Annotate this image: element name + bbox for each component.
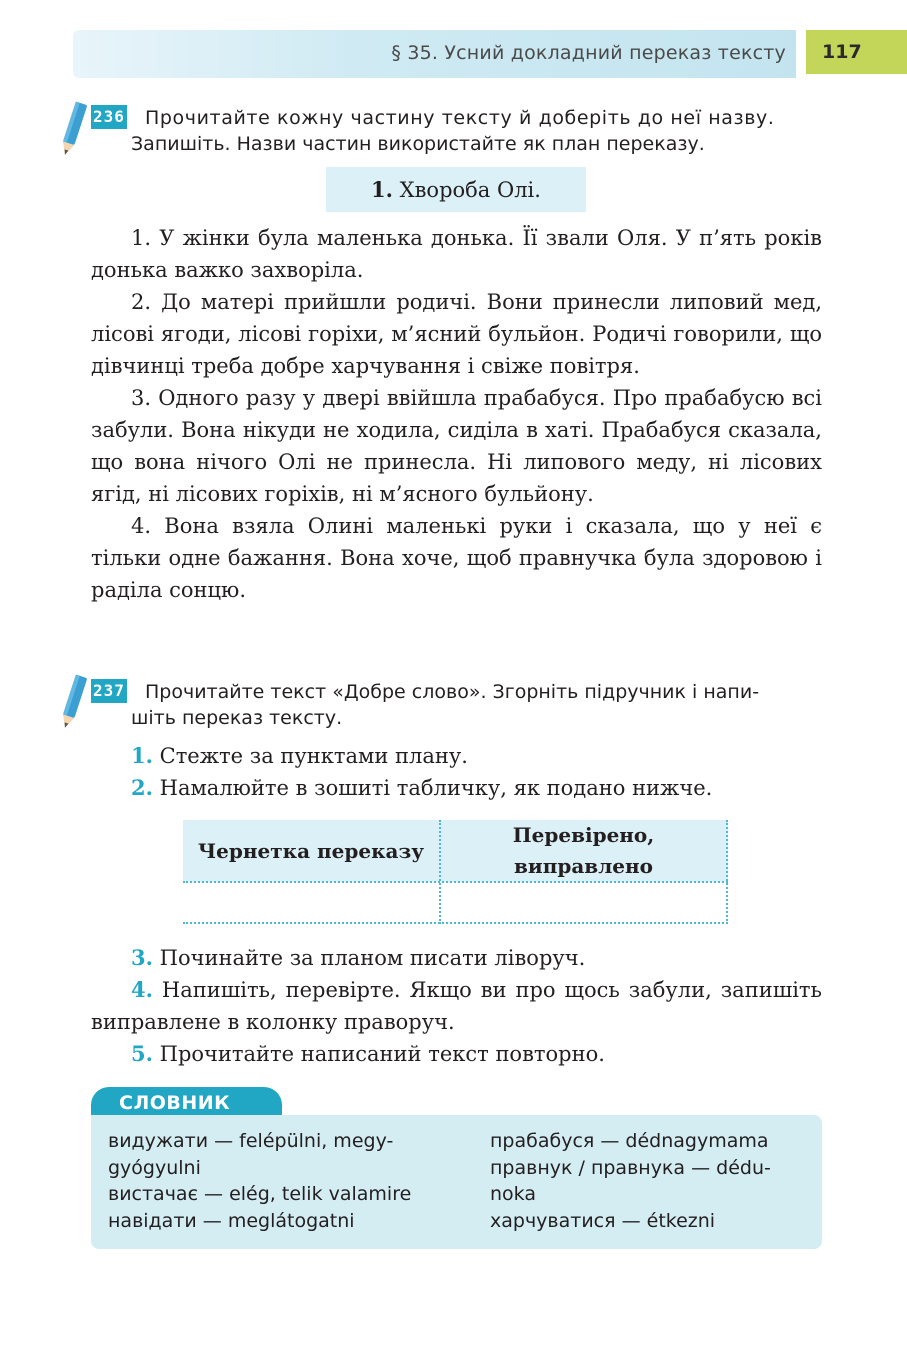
dictionary-entry: прабабуся — dédnagymama	[490, 1130, 769, 1152]
table-header-checked	[441, 820, 726, 882]
steps-list	[91, 942, 822, 1070]
paragraph: 4. Вона взяла Олині маленькі руки і сказала, що у неї є тільки одне бажання. Вона хоче, щоб правнучка була здоровою і раділа сонцю.	[91, 514, 822, 602]
header-line: виправлено	[513, 854, 653, 878]
exercise-instruction	[145, 679, 825, 705]
part-title-box	[326, 167, 586, 212]
exercise-instruction	[131, 705, 821, 731]
step-text: Стежте за пунктами плану.	[159, 744, 468, 768]
story-text	[91, 222, 822, 606]
step-number: 2.	[131, 775, 153, 800]
part-number: 1.	[371, 177, 393, 202]
step-number: 5.	[131, 1041, 153, 1066]
dictionary-entry: noka	[490, 1183, 536, 1205]
step-text: Напишіть, перевірте. Якщо ви про щось забули, запишіть виправлене в колонку праворуч.	[91, 978, 822, 1034]
dictionary-entry: вистачає — elég, telik valamire	[108, 1183, 412, 1205]
dictionary-entry: правнук / правнука — dédu-	[490, 1156, 771, 1179]
step-item	[131, 740, 712, 772]
exercise-number: 237	[91, 679, 127, 703]
paragraph: 1. У жінки була маленька донька. Її звали Оля. У п’ять років донька важко захворіла.	[91, 226, 822, 282]
dictionary-entry: gyógyulni	[108, 1156, 201, 1179]
paragraph: 2. До матері прийшли родичі. Вони принесли липовий мед, лісові ягоди, лісові горіхи, м’ясний бульйон. Родичі говорили, що дівчинці треба добре харчування і свіже повітря.	[91, 290, 822, 378]
step-text: Намалюйте в зошиті табличку, як подано нижче.	[159, 776, 713, 800]
exercise-instruction	[145, 105, 825, 131]
pencil-icon	[58, 100, 88, 160]
step-text: Прочитайте написаний текст повторно.	[159, 1042, 605, 1066]
instruction-line: шіть переказ тексту.	[131, 707, 343, 729]
step-text: Починайте за планом писати ліворуч.	[159, 946, 586, 970]
step-item	[131, 772, 712, 804]
dictionary-entry: навідати — meglátogatni	[108, 1209, 355, 1232]
section-title: § 35. Усний докладний переказ тексту	[391, 42, 786, 64]
dictionary-entry: видужати — felépülni, megy-	[108, 1130, 394, 1152]
step-item	[91, 942, 822, 974]
step-item	[91, 974, 822, 1038]
instruction-line: Прочитайте кожну частину тексту й доберіть до неї назву.	[145, 107, 775, 129]
dictionary-entry: харчуватися — étkezni	[490, 1209, 716, 1232]
dictionary-right-column	[490, 1128, 771, 1234]
steps-list	[131, 740, 712, 804]
step-number: 3.	[131, 945, 153, 970]
dictionary-left-column	[108, 1128, 411, 1234]
dictionary-box	[91, 1115, 822, 1249]
exercise-instruction	[131, 131, 821, 157]
dictionary-title: СЛОВНИК	[91, 1087, 282, 1117]
step-number: 4.	[131, 977, 153, 1002]
page-number: 117	[806, 30, 907, 74]
step-item	[91, 1038, 822, 1070]
table-header-draft: Чернетка переказу	[197, 839, 425, 863]
header-line: Перевірено,	[512, 823, 655, 847]
table-divider	[183, 922, 728, 924]
exercise-number: 236	[91, 105, 127, 129]
instruction-line: Запишіть. Назви частин використайте як план переказу.	[131, 133, 705, 155]
part-title: Хвороба Олі.	[399, 178, 541, 202]
paragraph: 3. Одного разу у двері ввійшла прабабуся. Про прабабусю всі забули. Вона нікуди не ходила, сиділа в хаті. Прабабуся сказала, що вона нічого Олі не принесла. Ні липового меду, ні лісових ягід, ні лісових горіхів, ні м’ясного бульйону.	[91, 386, 822, 506]
step-number: 1.	[131, 743, 153, 768]
pencil-icon	[58, 673, 88, 733]
draft-table	[183, 820, 728, 924]
table-divider	[726, 820, 728, 924]
instruction-line: Прочитайте текст «Добре слово». Згорніть підручник і напи-	[145, 681, 760, 703]
section-header	[73, 30, 796, 78]
